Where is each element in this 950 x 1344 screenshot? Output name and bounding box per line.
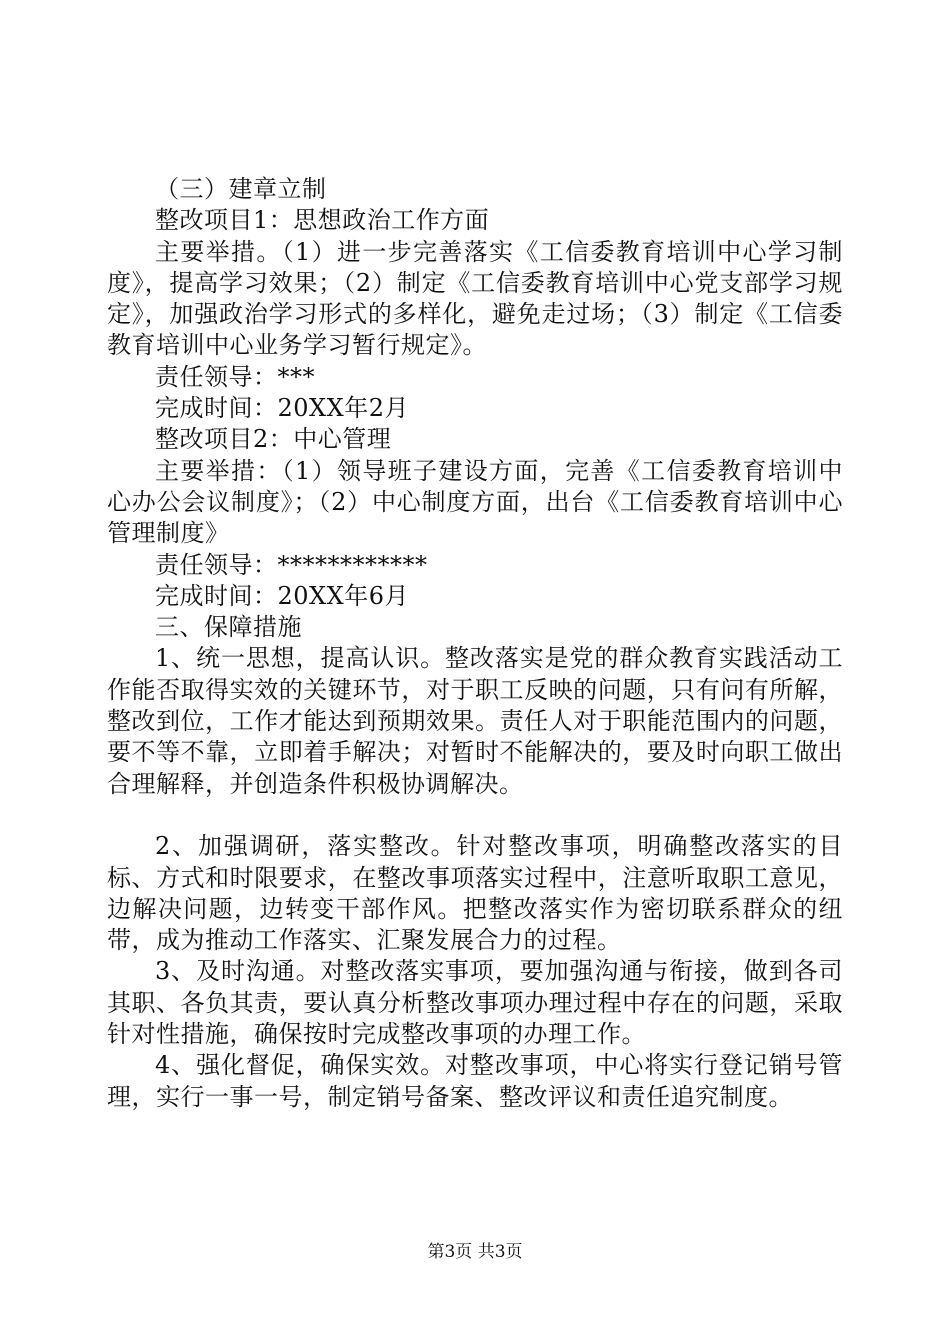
page-footer: 第3页 共3页 (427, 1242, 523, 1262)
item-2-measures: 主要举措：（1）领导班子建设方面，完善《工信委教育培训中心办公会议制度》；（2）中心制度方面，出台《工信委教育培训中心管理制度》 (107, 456, 843, 548)
item-1-leader: 责任领导：*** (155, 362, 315, 391)
item-2-title: 整改项目2：中心管理 (155, 425, 392, 454)
item-1-title: 整改项目1：思想政治工作方面 (155, 206, 490, 235)
item-1-measures: 主要举措。（1）进一步完善落实《工信委教育培训中心学习制度》，提高学习效果；（2）制定《工信委教育培训中心党支部学习规定》，加强政治学习形式的多样化，避免走过场；（3）制定《工信委教育培训中心业务学习暂行规定》。 (107, 237, 843, 360)
section-heading-rules: （三）建章立制 (155, 175, 327, 203)
safeguard-4: 4、强化督促，确保实效。对整改事项，中心将实行登记销号管理，实行一事一号，制定销号备案、整改评议和责任追究制度。 (107, 1051, 843, 1111)
safeguard-2: 2、加强调研，落实整改。针对整改事项，明确整改落实的目标、方式和时限要求，在整改事项落实过程中，注意听取职工意见，边解决问题，边转变干部作风。把整改落实作为密切联系群众的纽带，成为推动工作落实、汇聚发展合力的过程。 (107, 832, 843, 955)
item-2-deadline: 完成时间：20XX年6月 (155, 581, 409, 610)
document-body (107, 174, 843, 1113)
item-1-deadline: 完成时间：20XX年2月 (155, 394, 409, 423)
item-2-leader: 责任领导：************ (155, 550, 428, 579)
safeguard-3: 3、及时沟通。对整改落实事项，要加强沟通与衔接，做到各司其职、各负其责，要认真分析整改事项办理过程中存在的问题，采取针对性措施，确保按时完成整改事项的办理工作。 (107, 957, 843, 1049)
section-heading-safeguards: 三、保障措施 (155, 613, 302, 642)
safeguard-1: 1、统一思想，提高认识。整改落实是党的群众教育实践活动工作能否取得实效的关键环节，对于职工反映的问题，只有问有所解，整改到位，工作才能达到预期效果。责任人对于职能范围内的问题，要不等不靠，立即着手解决；对暂时不能解决的，要及时向职工做出合理解释，并创造条件积极协调解决。 (107, 644, 843, 798)
